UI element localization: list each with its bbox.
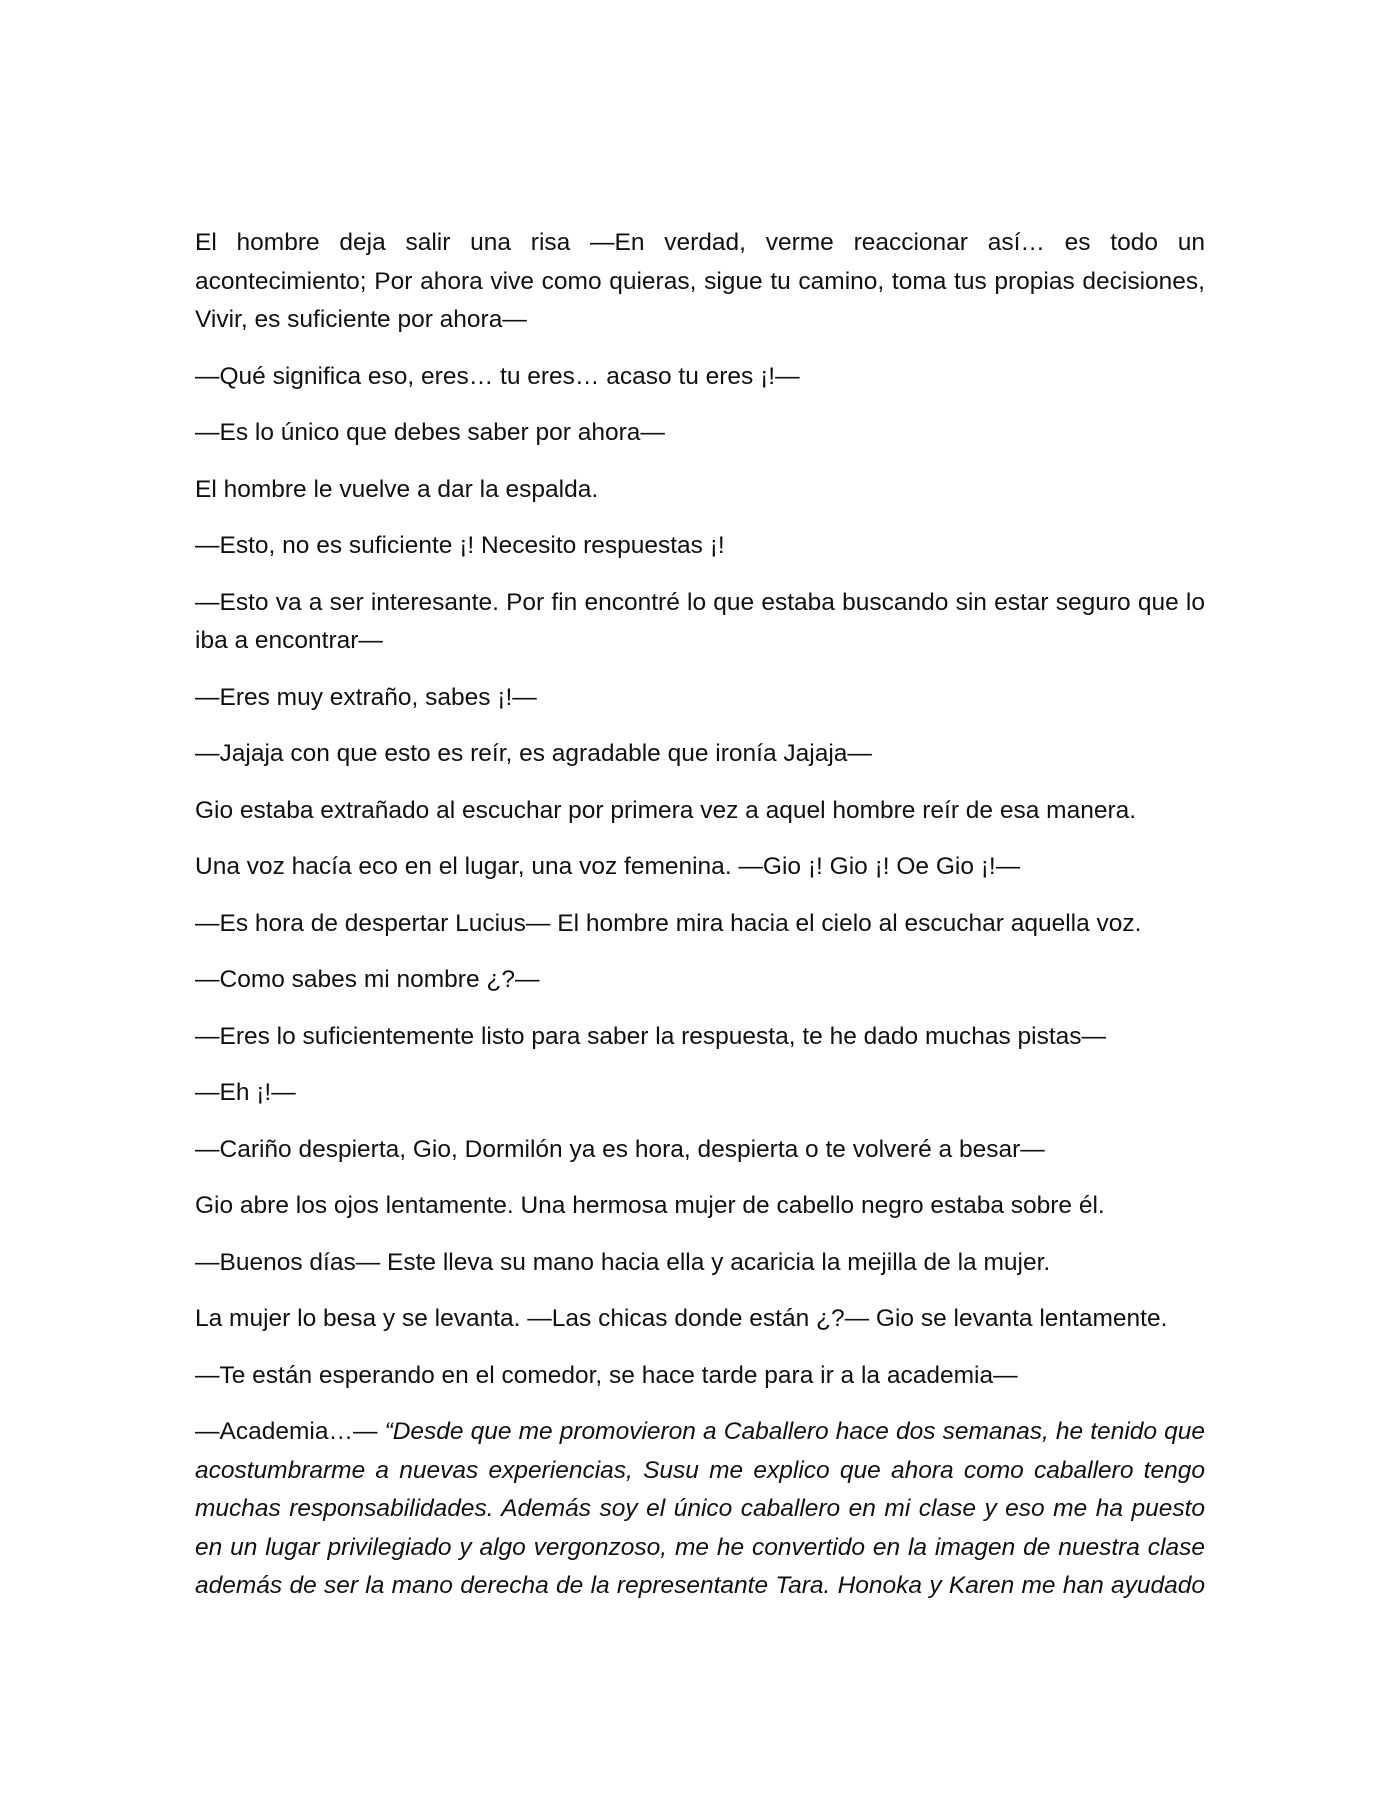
paragraph-9: Gio estaba extrañado al escuchar por primera vez a aquel hombre reír de esa manera. [195, 796, 1137, 824]
paragraph-20-lead: —Academia…— [195, 1418, 385, 1445]
paragraph-20 [195, 1413, 1205, 1606]
paragraph-14: —Eh ¡!— [195, 1079, 296, 1106]
paragraph-2: —Qué significa eso, eres… tu eres… acaso tu eres ¡!— [195, 362, 800, 390]
paragraph-6: —Esto va a ser interesante. Por fin encontré lo que estaba buscando sin estar seguro que lo iba a encontrar— [195, 588, 1205, 654]
paragraph-1: El hombre deja salir una risa —En verdad, verme reaccionar así… es todo un acontecimiento; Por ahora vive como quieras, sigue tu camino, toma tus propias decisiones, Vivir, es suficiente por ahora— [195, 229, 1205, 333]
paragraph-4: El hombre le vuelve a dar la espalda. [195, 475, 599, 503]
paragraph-3: —Es lo único que debes saber por ahora— [195, 419, 665, 446]
paragraph-17: —Buenos días— Este lleva su mano hacia ella y acaricia la mejilla de la mujer. [195, 1248, 1051, 1276]
paragraph-18: La mujer lo besa y se levanta. —Las chicas donde están ¿?— Gio se levanta lentamente. [195, 1305, 1168, 1332]
paragraph-15: —Cariño despierta, Gio, Dormilón ya es hora, despierta o te volveré a besar— [195, 1135, 1045, 1163]
paragraph-13: —Eres lo suficientemente listo para saber la respuesta, te he dado muchas pistas— [195, 1022, 1107, 1050]
paragraph-11: —Es hora de despertar Lucius— El hombre mira hacia el cielo al escuchar aquella voz. [195, 909, 1142, 937]
paragraph-10: Una voz hacía eco en el lugar, una voz femenina. —Gio ¡! Gio ¡! Oe Gio ¡!— [195, 853, 1021, 880]
paragraph-20-italic-thought: “Desde que me promovieron a Caballero hace dos semanas, he tenido que acostumbrarme a nuevas experiencias, Susu me explico que ahora como caballero tengo muchas responsabilidades. Además soy el único caballero en mi clase y eso me ha puesto en un lugar privilegiado y algo vergonzoso, me he convertido en la imagen de nuestra clase además de ser la mano derecha de la representante Tara. Honoka y Karen me han ayudado [195, 1418, 1205, 1599]
paragraph-5: —Esto, no es suficiente ¡! Necesito respuestas ¡! [195, 532, 725, 559]
document-page [195, 224, 1205, 1624]
paragraph-12: —Como sabes mi nombre ¿?— [195, 966, 540, 993]
paragraph-7: —Eres muy extraño, sabes ¡!— [195, 683, 537, 711]
paragraph-16: Gio abre los ojos lentamente. Una hermosa mujer de cabello negro estaba sobre él. [195, 1192, 1105, 1219]
paragraph-19: —Te están esperando en el comedor, se hace tarde para ir a la academia— [195, 1361, 1018, 1389]
paragraph-8: —Jajaja con que esto es reír, es agradable que ironía Jajaja— [195, 740, 872, 767]
